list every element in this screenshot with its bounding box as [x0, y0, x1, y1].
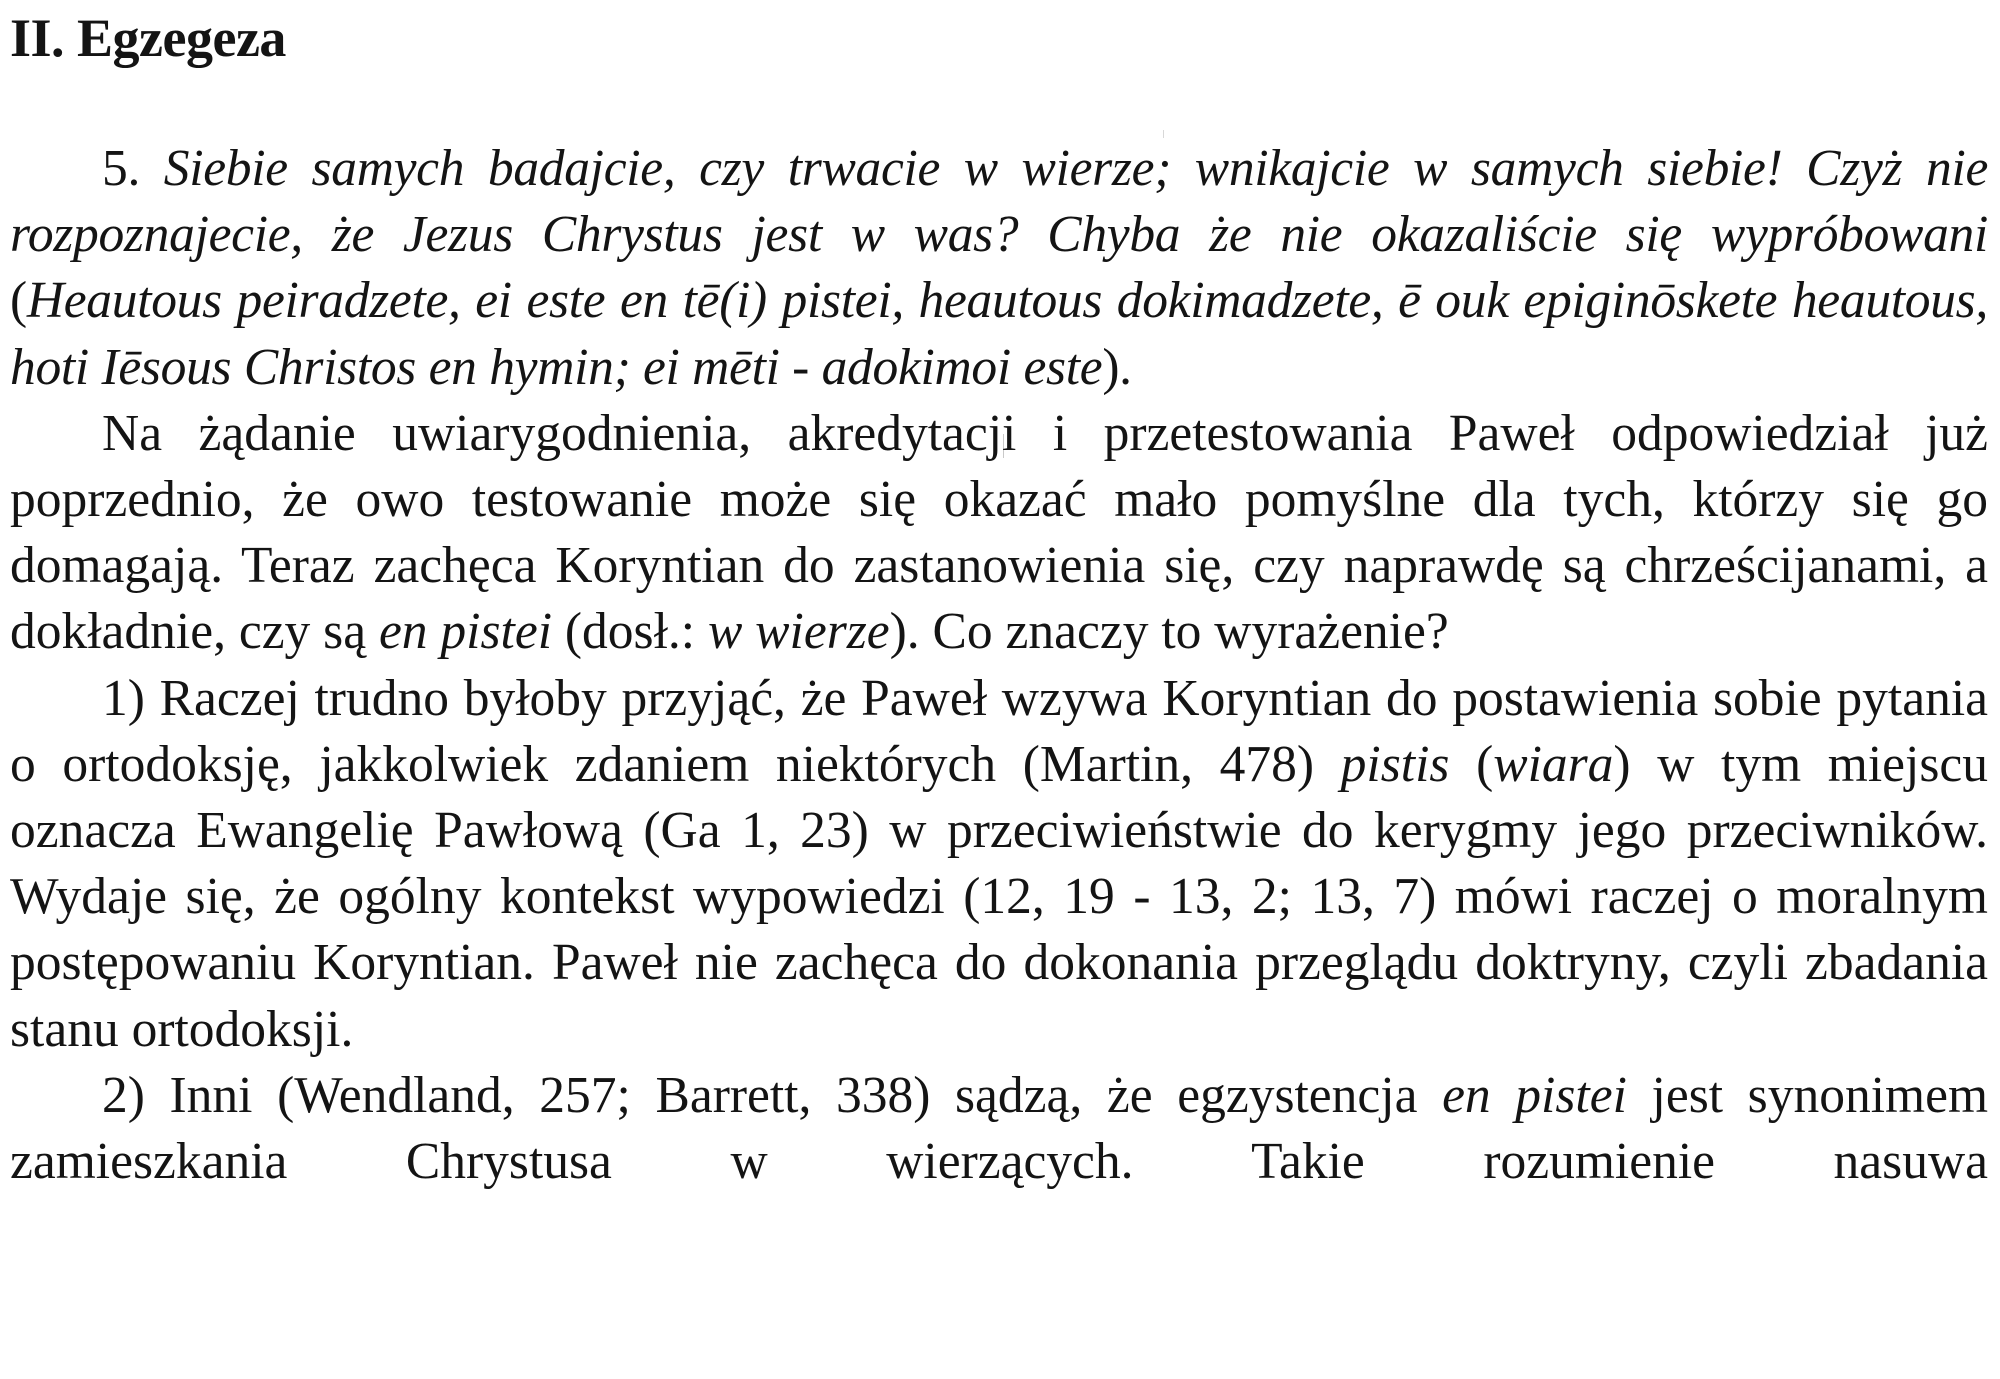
open-paren: (	[10, 272, 27, 330]
text-run: 1) Raczej trudno byłoby przyjąć, że Paweł wzywa Koryntian do postawienia sobie pytania o ortodoksję, jakkolwiek zdaniem niektórych (Martin, 478)	[10, 669, 1988, 793]
italic-term: w wierze	[707, 603, 890, 661]
italic-term: pistis	[1340, 735, 1450, 793]
close-paren: ).	[1102, 338, 1132, 396]
text-run: jest synonimem zamieszkania Chrystusa w wierzących. Takie rozumienie nasuwa	[10, 1066, 1988, 1191]
verse-number: 5.	[102, 140, 141, 197]
section-heading: II. Egzegeza	[10, 8, 286, 68]
verse-transliteration: Heautous peiradzete, ei este en tē(i) pistei, heautous dokimadzete, ē ouk epiginōskete heautous, hoti Iēsous Christos en hymin; ei mēti - adokimoi este	[10, 272, 1988, 396]
body-text	[10, 136, 1988, 1195]
verse-translation: Siebie samych badajcie, czy trwacie w wierze; wnikajcie w samych siebie! Czyż nie rozpoznajecie, że Jezus Chrystus jest w was? Chyba że nie okazaliście się wypróbowani	[10, 140, 1989, 264]
italic-term: wiara	[1493, 735, 1614, 793]
text-run: Na żądanie uwiarygodnienia, akredytacji i przetestowania Paweł odpowiedział już poprzednio, że owo testowanie może się okazać mało pomyślne dla tych, którzy się go domagają. Teraz zachęca Koryntian do zastanowienia się, czy naprawdę są chrześcijanami, a dokładnie, czy są	[10, 404, 1988, 661]
text-run: (	[1449, 735, 1494, 793]
commentary-paragraph	[10, 1063, 1988, 1195]
commentary-paragraph	[10, 401, 1988, 666]
commentary-paragraph	[10, 666, 1988, 1063]
italic-term: en pistei	[1442, 1066, 1627, 1124]
verse-paragraph	[10, 136, 1988, 401]
text-run: ). Co znaczy to wyrażenie?	[889, 603, 1449, 661]
italic-term: en pistei	[378, 603, 553, 661]
text-run: ) w tym miejscu oznacza Ewangelię Pawłową (Ga 1, 23) w przeciwieństwie do kerygmy jego przeciwników. Wydaje się, że ogólny kontekst wypowiedzi (12, 19 - 13, 2; 13, 7) mówi raczej o moralnym postępowaniu Koryntian. Paweł nie zachęca do dokonania przeglądu doktryny, czyli zbadania stanu ortodoksji.	[10, 735, 1988, 1058]
text-run: 2) Inni (Wendland, 257; Barrett, 338) sądzą, że egzystencja	[102, 1066, 1443, 1124]
text-run: (dosł.:	[552, 603, 708, 661]
